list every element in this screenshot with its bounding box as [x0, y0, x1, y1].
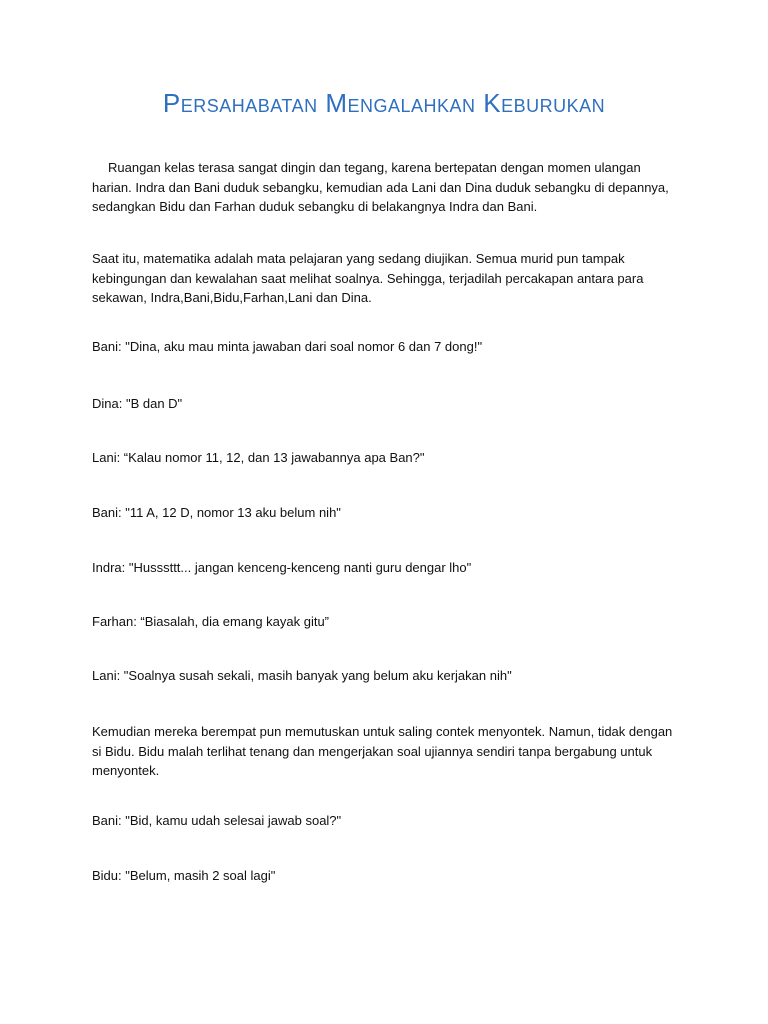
dialogue-line: Bani: "Bid, kamu udah selesai jawab soal?": [92, 813, 342, 828]
paragraph-context: Saat itu, matematika adalah mata pelajaran yang sedang diujikan. Semua murid pun tampak kebingungan dan kewalahan saat melihat soalnya. Sehingga, terjadilah percakapan antara para sekawan, Indra,Bani,Bidu,Farhan,Lani dan Dina.: [92, 251, 644, 305]
paragraph-decision: Kemudian mereka berempat pun memutuskan untuk saling contek menyontek. Namun, tidak dengan si Bidu. Bidu malah terlihat tenang dan mengerjakan soal ujiannya sendiri tanpa bergabung untuk menyontek.: [92, 724, 673, 778]
dialogue-line: Farhan: “Biasalah, dia emang kayak gitu”: [92, 614, 330, 629]
dialogue-line: Bani: "Dina, aku mau minta jawaban dari soal nomor 6 dan 7 dong!": [92, 339, 483, 354]
paragraph-intro: Ruangan kelas terasa sangat dingin dan tegang, karena bertepatan dengan momen ulangan harian. Indra dan Bani duduk sebangku, kemudian ada Lani dan Dina duduk sebangku di depannya, sedangkan Bidu dan Farhan duduk sebangku di belakangnya Indra dan Bani.: [92, 160, 669, 214]
dialogue-line: Bani: "11 A, 12 D, nomor 13 aku belum nih": [92, 505, 341, 520]
dialogue-line: Dina: "B dan D": [92, 396, 183, 411]
document-title: Persahabatan Mengalahkan Keburukan: [162, 88, 606, 118]
dialogue-line: Lani: "Soalnya susah sekali, masih banyak yang belum aku kerjakan nih": [92, 668, 512, 683]
dialogue-line: Indra: "Husssttt... jangan kenceng-kenceng nanti guru dengar lho": [92, 560, 472, 575]
dialogue-line: Bidu: "Belum, masih 2 soal lagi": [92, 868, 276, 883]
dialogue-line: Lani: “Kalau nomor 11, 12, dan 13 jawabannya apa Ban?": [92, 450, 425, 465]
